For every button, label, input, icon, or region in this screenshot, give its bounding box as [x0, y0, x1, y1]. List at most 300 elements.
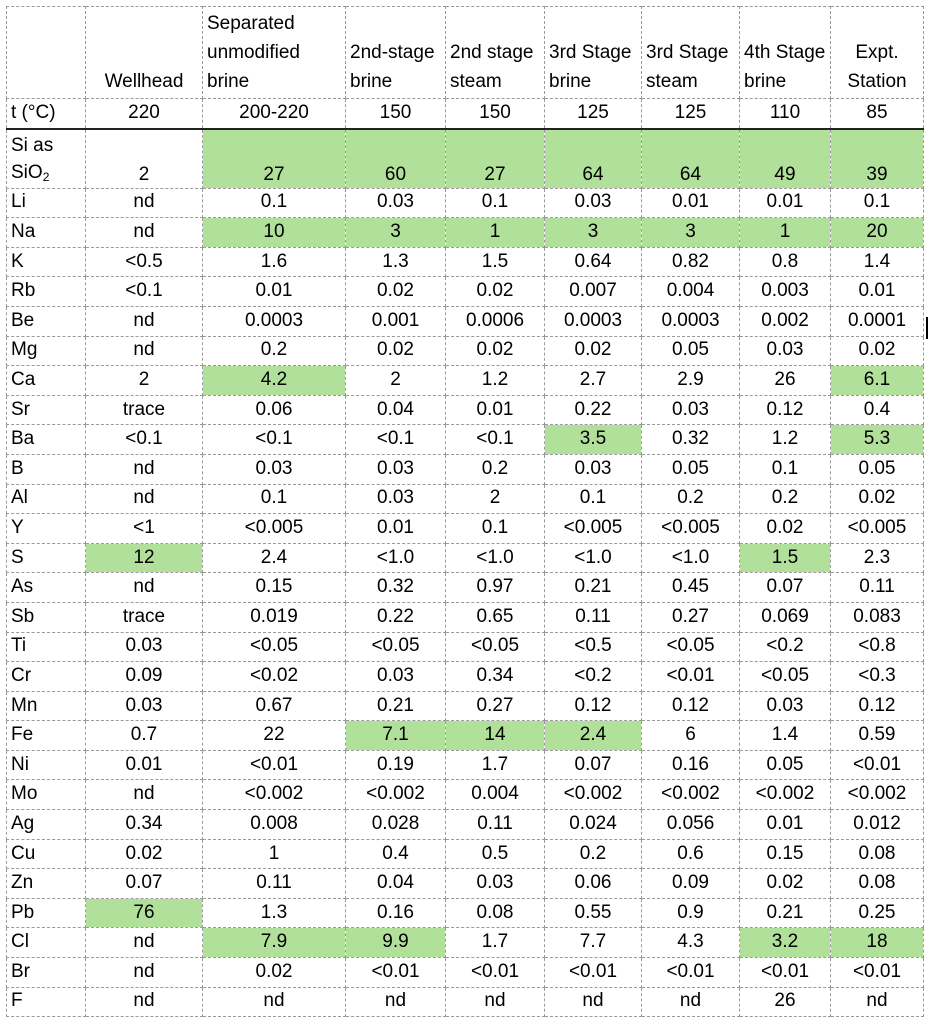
value-cell[interactable]: 0.1 [446, 514, 545, 544]
element-label[interactable]: F [7, 987, 86, 1017]
value-cell[interactable]: <0.2 [740, 632, 831, 662]
value-cell[interactable]: 0.07 [86, 869, 203, 899]
element-label[interactable]: Li [7, 188, 86, 218]
value-cell[interactable]: nd [86, 780, 203, 810]
value-cell[interactable]: <0.05 [346, 632, 446, 662]
value-cell-highlighted[interactable]: 49 [740, 129, 831, 189]
element-label[interactable]: Y [7, 514, 86, 544]
value-cell[interactable]: 1.6 [203, 247, 346, 277]
value-cell-highlighted[interactable]: 76 [86, 898, 203, 928]
value-cell[interactable]: 26 [740, 366, 831, 396]
element-label[interactable]: Be [7, 306, 86, 336]
value-cell[interactable]: <0.01 [346, 958, 446, 988]
spreadsheet-table-area [6, 6, 924, 1017]
value-cell[interactable]: 1.2 [446, 366, 545, 396]
value-cell[interactable]: 0.003 [740, 277, 831, 307]
value-cell[interactable]: <0.01 [831, 750, 924, 780]
value-cell[interactable]: 0.67 [203, 691, 346, 721]
table-row [7, 987, 924, 1017]
value-cell[interactable]: <0.05 [446, 632, 545, 662]
temperature-cell[interactable]: 125 [642, 99, 740, 129]
value-cell[interactable]: 0.01 [740, 810, 831, 840]
value-cell-highlighted[interactable]: 64 [545, 129, 642, 189]
value-cell[interactable]: 0.012 [831, 810, 924, 840]
value-cell[interactable]: 0.05 [642, 336, 740, 366]
value-cell[interactable]: 0.024 [545, 810, 642, 840]
value-cell[interactable]: 0.07 [545, 750, 642, 780]
value-cell[interactable]: 0.02 [203, 958, 346, 988]
element-label[interactable]: B [7, 454, 86, 484]
value-cell-highlighted[interactable]: 1 [446, 218, 545, 248]
value-cell[interactable]: 0.03 [740, 691, 831, 721]
value-cell-highlighted[interactable]: 14 [446, 721, 545, 751]
value-cell-highlighted[interactable]: 1.5 [740, 543, 831, 573]
value-cell[interactable]: 0.03 [346, 188, 446, 218]
value-cell[interactable]: 0.02 [545, 336, 642, 366]
value-cell-highlighted[interactable]: 60 [346, 129, 446, 189]
value-cell[interactable]: 0.02 [740, 869, 831, 899]
value-cell[interactable]: nd [346, 987, 446, 1017]
value-cell[interactable]: 0.34 [446, 662, 545, 692]
value-cell[interactable]: 0.09 [86, 662, 203, 692]
element-label[interactable]: As [7, 573, 86, 603]
value-cell[interactable]: 1.7 [446, 750, 545, 780]
value-cell[interactable]: 0.08 [831, 839, 924, 869]
value-cell[interactable]: 0.01 [86, 750, 203, 780]
value-cell[interactable]: 0.01 [831, 277, 924, 307]
value-cell[interactable]: 1.3 [346, 247, 446, 277]
table-row [7, 958, 924, 988]
value-cell[interactable]: nd [86, 188, 203, 218]
value-cell[interactable]: 0.1 [831, 188, 924, 218]
value-cell[interactable]: 0.25 [831, 898, 924, 928]
table-row [7, 366, 924, 396]
value-cell[interactable]: nd [86, 928, 203, 958]
value-cell[interactable]: <0.01 [446, 958, 545, 988]
value-cell[interactable]: 0.16 [642, 750, 740, 780]
value-cell[interactable]: 0.03 [346, 454, 446, 484]
value-cell[interactable]: 0.03 [86, 691, 203, 721]
value-cell[interactable]: 26 [740, 987, 831, 1017]
element-label[interactable]: Cl [7, 928, 86, 958]
value-cell[interactable]: 0.01 [203, 277, 346, 307]
value-cell[interactable]: <0.002 [740, 780, 831, 810]
value-cell[interactable]: <0.005 [642, 514, 740, 544]
value-cell[interactable]: 6 [642, 721, 740, 751]
value-cell[interactable]: 0.007 [545, 277, 642, 307]
value-cell[interactable]: <0.3 [831, 662, 924, 692]
value-cell[interactable]: <0.01 [831, 958, 924, 988]
element-label[interactable]: Na [7, 218, 86, 248]
element-label-si[interactable] [7, 129, 86, 189]
value-cell-highlighted[interactable]: 3 [545, 218, 642, 248]
value-cell[interactable]: <0.1 [346, 425, 446, 455]
value-cell[interactable]: 0.004 [642, 277, 740, 307]
value-cell[interactable]: 0.0003 [642, 306, 740, 336]
table-body [7, 129, 924, 1017]
element-label[interactable]: Mo [7, 780, 86, 810]
element-label[interactable]: Sb [7, 602, 86, 632]
element-label[interactable]: Cu [7, 839, 86, 869]
value-cell[interactable]: <0.01 [642, 958, 740, 988]
value-cell[interactable]: trace [86, 395, 203, 425]
value-cell[interactable]: 0.32 [642, 425, 740, 455]
value-cell[interactable]: 0.2 [203, 336, 346, 366]
element-label[interactable]: K [7, 247, 86, 277]
table-row [7, 898, 924, 928]
value-cell[interactable]: 22 [203, 721, 346, 751]
value-cell[interactable]: 0.03 [86, 632, 203, 662]
value-cell[interactable]: <0.005 [831, 514, 924, 544]
value-cell[interactable]: 2.7 [545, 366, 642, 396]
table-row [7, 188, 924, 218]
header-row [7, 7, 924, 99]
value-cell[interactable]: 0.03 [346, 662, 446, 692]
element-label[interactable]: Mn [7, 691, 86, 721]
header-cell-3rd-stage-steam[interactable]: 3rd Stage steam [642, 7, 740, 99]
value-cell-highlighted[interactable]: 3.2 [740, 928, 831, 958]
value-cell[interactable]: trace [86, 602, 203, 632]
value-cell[interactable]: 1.5 [446, 247, 545, 277]
value-cell[interactable]: 0.001 [346, 306, 446, 336]
value-cell[interactable]: 1.2 [740, 425, 831, 455]
value-cell[interactable]: <0.05 [203, 632, 346, 662]
value-cell[interactable]: 0.11 [446, 810, 545, 840]
si-label-subscript: 2 [42, 169, 50, 184]
value-cell[interactable]: 2 [86, 366, 203, 396]
value-cell[interactable]: 0.02 [86, 839, 203, 869]
value-cell-highlighted[interactable]: 10 [203, 218, 346, 248]
value-cell-highlighted[interactable]: 1 [740, 218, 831, 248]
value-cell[interactable]: 0.02 [740, 514, 831, 544]
value-cell[interactable]: 0.02 [831, 484, 924, 514]
value-cell[interactable]: <0.05 [642, 632, 740, 662]
element-label[interactable]: Ca [7, 366, 86, 396]
value-cell-highlighted[interactable]: 27 [446, 129, 545, 189]
value-cell[interactable]: <0.8 [831, 632, 924, 662]
value-cell[interactable]: <1.0 [545, 543, 642, 573]
value-cell[interactable]: 0.02 [446, 277, 545, 307]
value-cell[interactable]: <0.002 [831, 780, 924, 810]
value-cell[interactable]: 0.03 [203, 454, 346, 484]
value-cell[interactable]: 0.083 [831, 602, 924, 632]
table-row [7, 928, 924, 958]
value-cell[interactable]: 0.4 [346, 839, 446, 869]
value-cell[interactable]: 0.19 [346, 750, 446, 780]
value-cell[interactable]: 2 [86, 129, 203, 189]
value-cell[interactable]: <0.01 [203, 750, 346, 780]
value-cell[interactable]: 7.7 [545, 928, 642, 958]
value-cell[interactable]: 0.028 [346, 810, 446, 840]
value-cell[interactable]: 2.9 [642, 366, 740, 396]
table-row [7, 247, 924, 277]
value-cell[interactable]: 0.008 [203, 810, 346, 840]
value-cell[interactable]: 0.12 [545, 691, 642, 721]
value-cell[interactable]: 0.22 [545, 395, 642, 425]
value-cell[interactable]: 0.65 [446, 602, 545, 632]
element-label[interactable]: Ba [7, 425, 86, 455]
value-cell[interactable]: <0.2 [545, 662, 642, 692]
table-row-si [7, 129, 924, 189]
value-cell[interactable]: 0.02 [831, 336, 924, 366]
value-cell-highlighted[interactable]: 27 [203, 129, 346, 189]
value-cell[interactable]: <0.1 [203, 425, 346, 455]
value-cell[interactable]: 0.03 [545, 454, 642, 484]
value-cell-highlighted[interactable]: 5.3 [831, 425, 924, 455]
value-cell[interactable]: 0.21 [545, 573, 642, 603]
table-row [7, 691, 924, 721]
value-cell[interactable]: 0.019 [203, 602, 346, 632]
value-cell[interactable]: 0.04 [346, 395, 446, 425]
value-cell[interactable]: 0.1 [203, 188, 346, 218]
element-label[interactable]: Fe [7, 721, 86, 751]
value-cell[interactable]: 0.056 [642, 810, 740, 840]
value-cell[interactable]: 0.16 [346, 898, 446, 928]
value-cell-highlighted[interactable]: 20 [831, 218, 924, 248]
table-row [7, 454, 924, 484]
value-cell[interactable]: 0.02 [346, 336, 446, 366]
value-cell[interactable]: nd [86, 454, 203, 484]
value-cell[interactable]: 0.02 [446, 336, 545, 366]
value-cell[interactable]: <0.1 [446, 425, 545, 455]
element-label[interactable]: Rb [7, 277, 86, 307]
value-cell[interactable]: 0.08 [831, 869, 924, 899]
value-cell[interactable]: 0.06 [203, 395, 346, 425]
value-cell[interactable]: nd [86, 573, 203, 603]
value-cell[interactable]: 0.27 [642, 602, 740, 632]
header-cell-4th-stage-brine[interactable]: 4th Stage brine [740, 7, 831, 99]
value-cell[interactable]: 0.08 [446, 898, 545, 928]
header-cell-2nd-stage-steam[interactable]: 2nd stage steam [446, 7, 545, 99]
value-cell[interactable]: 0.6 [642, 839, 740, 869]
header-cell-wellhead[interactable]: Wellhead [86, 7, 203, 99]
value-cell[interactable]: 0.07 [740, 573, 831, 603]
value-cell[interactable]: 0.02 [346, 277, 446, 307]
value-cell[interactable]: 0.06 [545, 869, 642, 899]
value-cell[interactable]: 0.2 [740, 484, 831, 514]
header-cell-3rd-stage-brine[interactable]: 3rd Stage brine [545, 7, 642, 99]
value-cell-highlighted[interactable]: 4.2 [203, 366, 346, 396]
value-cell[interactable]: 0.4 [831, 395, 924, 425]
value-cell[interactable]: 0.01 [446, 395, 545, 425]
value-cell-highlighted[interactable]: 64 [642, 129, 740, 189]
element-label[interactable]: Ag [7, 810, 86, 840]
value-cell[interactable]: 0.03 [642, 395, 740, 425]
value-cell[interactable]: 0.0003 [203, 306, 346, 336]
value-cell[interactable]: nd [203, 987, 346, 1017]
value-cell[interactable]: 0.09 [642, 869, 740, 899]
value-cell[interactable]: 0.069 [740, 602, 831, 632]
value-cell[interactable]: 0.11 [203, 869, 346, 899]
value-cell[interactable]: <0.005 [203, 514, 346, 544]
value-cell-highlighted[interactable]: 7.9 [203, 928, 346, 958]
value-cell[interactable]: <1 [86, 514, 203, 544]
value-cell[interactable]: nd [86, 484, 203, 514]
value-cell[interactable]: 0.55 [545, 898, 642, 928]
value-cell[interactable]: nd [86, 306, 203, 336]
value-cell[interactable]: 0.97 [446, 573, 545, 603]
value-cell[interactable]: 2 [346, 366, 446, 396]
value-cell[interactable]: 0.11 [545, 602, 642, 632]
value-cell[interactable]: nd [86, 958, 203, 988]
temperature-cell[interactable]: 220 [86, 99, 203, 129]
element-label[interactable]: Ni [7, 750, 86, 780]
value-cell-highlighted[interactable]: 6.1 [831, 366, 924, 396]
value-cell[interactable]: 0.12 [740, 395, 831, 425]
temperature-cell[interactable]: 200-220 [203, 99, 346, 129]
value-cell[interactable]: 0.03 [346, 484, 446, 514]
value-cell[interactable]: 0.1 [740, 454, 831, 484]
value-cell[interactable]: 0.01 [642, 188, 740, 218]
value-cell[interactable]: 0.2 [446, 454, 545, 484]
value-cell[interactable]: 0.9 [642, 898, 740, 928]
value-cell[interactable]: 0.0006 [446, 306, 545, 336]
value-cell[interactable]: 2 [446, 484, 545, 514]
value-cell-highlighted[interactable]: 12 [86, 543, 203, 573]
value-cell-highlighted[interactable]: 2.4 [545, 721, 642, 751]
header-cell-separated-brine[interactable]: Separated unmodified brine [203, 7, 346, 99]
table-row [7, 632, 924, 662]
value-cell-highlighted[interactable]: 39 [831, 129, 924, 189]
element-label[interactable]: Ti [7, 632, 86, 662]
value-cell[interactable]: <0.01 [642, 662, 740, 692]
value-cell[interactable]: <0.5 [86, 247, 203, 277]
header-cell-2nd-stage-brine[interactable]: 2nd-stage brine [346, 7, 446, 99]
value-cell[interactable]: 0.002 [740, 306, 831, 336]
value-cell[interactable]: 0.45 [642, 573, 740, 603]
value-cell[interactable]: <0.5 [545, 632, 642, 662]
temperature-cell[interactable]: 110 [740, 99, 831, 129]
value-cell-highlighted[interactable]: 3 [642, 218, 740, 248]
value-cell-highlighted[interactable]: 3.5 [545, 425, 642, 455]
table-row [7, 662, 924, 692]
header-cell-expt-station[interactable]: Expt. Station [831, 7, 924, 99]
value-cell[interactable]: 0.0001 [831, 306, 924, 336]
value-cell-highlighted[interactable]: 7.1 [346, 721, 446, 751]
temperature-cell[interactable]: 85 [831, 99, 924, 129]
value-cell[interactable]: 0.21 [346, 691, 446, 721]
value-cell[interactable]: 0.05 [642, 454, 740, 484]
element-label[interactable]: S [7, 543, 86, 573]
element-label[interactable]: Zn [7, 869, 86, 899]
value-cell[interactable]: 2.3 [831, 543, 924, 573]
value-cell[interactable]: 0.05 [831, 454, 924, 484]
value-cell[interactable]: <0.002 [203, 780, 346, 810]
value-cell[interactable]: <0.05 [740, 662, 831, 692]
element-label[interactable]: Br [7, 958, 86, 988]
value-cell[interactable]: 0.2 [545, 839, 642, 869]
value-cell[interactable]: 0.59 [831, 721, 924, 751]
value-cell[interactable]: nd [831, 987, 924, 1017]
value-cell[interactable]: nd [446, 987, 545, 1017]
value-cell[interactable]: <0.01 [740, 958, 831, 988]
table-row [7, 721, 924, 751]
value-cell[interactable]: <1.0 [346, 543, 446, 573]
element-label[interactable]: Mg [7, 336, 86, 366]
value-cell[interactable]: 0.27 [446, 691, 545, 721]
value-cell[interactable]: <0.002 [346, 780, 446, 810]
value-cell-highlighted[interactable]: 3 [346, 218, 446, 248]
value-cell[interactable]: <0.1 [86, 277, 203, 307]
value-cell[interactable]: nd [642, 987, 740, 1017]
element-label[interactable]: Al [7, 484, 86, 514]
value-cell[interactable]: 2.4 [203, 543, 346, 573]
value-cell[interactable]: <0.002 [642, 780, 740, 810]
value-cell[interactable]: 0.7 [86, 721, 203, 751]
value-cell[interactable]: 4.3 [642, 928, 740, 958]
si-label-main: Si as [11, 134, 54, 156]
value-cell[interactable]: 1.3 [203, 898, 346, 928]
value-cell[interactable]: <0.1 [86, 425, 203, 455]
value-cell[interactable]: 0.22 [346, 602, 446, 632]
value-cell[interactable]: 0.0003 [545, 306, 642, 336]
value-cell[interactable]: 0.12 [642, 691, 740, 721]
value-cell[interactable]: 0.04 [346, 869, 446, 899]
temperature-row [7, 99, 924, 129]
value-cell[interactable]: 0.1 [545, 484, 642, 514]
value-cell[interactable]: 0.01 [740, 188, 831, 218]
value-cell[interactable]: 0.004 [446, 780, 545, 810]
value-cell[interactable]: nd [86, 987, 203, 1017]
table-row [7, 602, 924, 632]
value-cell[interactable]: 1.4 [740, 721, 831, 751]
value-cell[interactable]: 0.05 [740, 750, 831, 780]
value-cell[interactable]: 0.15 [203, 573, 346, 603]
value-cell[interactable]: 0.32 [346, 573, 446, 603]
value-cell[interactable]: <0.02 [203, 662, 346, 692]
value-cell[interactable]: nd [545, 987, 642, 1017]
value-cell[interactable]: 1 [203, 839, 346, 869]
value-cell[interactable]: 0.03 [740, 336, 831, 366]
header-cell-corner[interactable] [7, 7, 86, 99]
value-cell[interactable]: 1.4 [831, 247, 924, 277]
temperature-cell[interactable]: 150 [446, 99, 545, 129]
value-cell[interactable]: 1.7 [446, 928, 545, 958]
temperature-label[interactable]: t (°C) [7, 99, 86, 129]
value-cell[interactable]: <0.002 [545, 780, 642, 810]
value-cell[interactable]: 0.11 [831, 573, 924, 603]
element-label[interactable]: Cr [7, 662, 86, 692]
value-cell[interactable]: 0.82 [642, 247, 740, 277]
value-cell[interactable]: 0.1 [203, 484, 346, 514]
value-cell[interactable]: 0.03 [446, 869, 545, 899]
value-cell[interactable]: <0.01 [545, 958, 642, 988]
temperature-cell[interactable]: 150 [346, 99, 446, 129]
value-cell[interactable]: 0.1 [446, 188, 545, 218]
value-cell[interactable]: 0.21 [740, 898, 831, 928]
value-cell[interactable]: <1.0 [642, 543, 740, 573]
element-label[interactable]: Sr [7, 395, 86, 425]
value-cell[interactable]: <1.0 [446, 543, 545, 573]
value-cell[interactable]: 0.03 [545, 188, 642, 218]
value-cell[interactable]: 0.5 [446, 839, 545, 869]
value-cell-highlighted[interactable]: 9.9 [346, 928, 446, 958]
value-cell-highlighted[interactable]: 18 [831, 928, 924, 958]
value-cell[interactable]: 0.34 [86, 810, 203, 840]
value-cell[interactable]: 0.2 [642, 484, 740, 514]
value-cell[interactable]: 0.12 [831, 691, 924, 721]
value-cell[interactable]: <0.005 [545, 514, 642, 544]
value-cell[interactable]: 0.64 [545, 247, 642, 277]
element-label[interactable]: Pb [7, 898, 86, 928]
value-cell[interactable]: 0.8 [740, 247, 831, 277]
value-cell[interactable]: nd [86, 218, 203, 248]
temperature-cell[interactable]: 125 [545, 99, 642, 129]
table-row [7, 810, 924, 840]
value-cell[interactable]: 0.15 [740, 839, 831, 869]
value-cell[interactable]: nd [86, 336, 203, 366]
value-cell[interactable]: 0.01 [346, 514, 446, 544]
